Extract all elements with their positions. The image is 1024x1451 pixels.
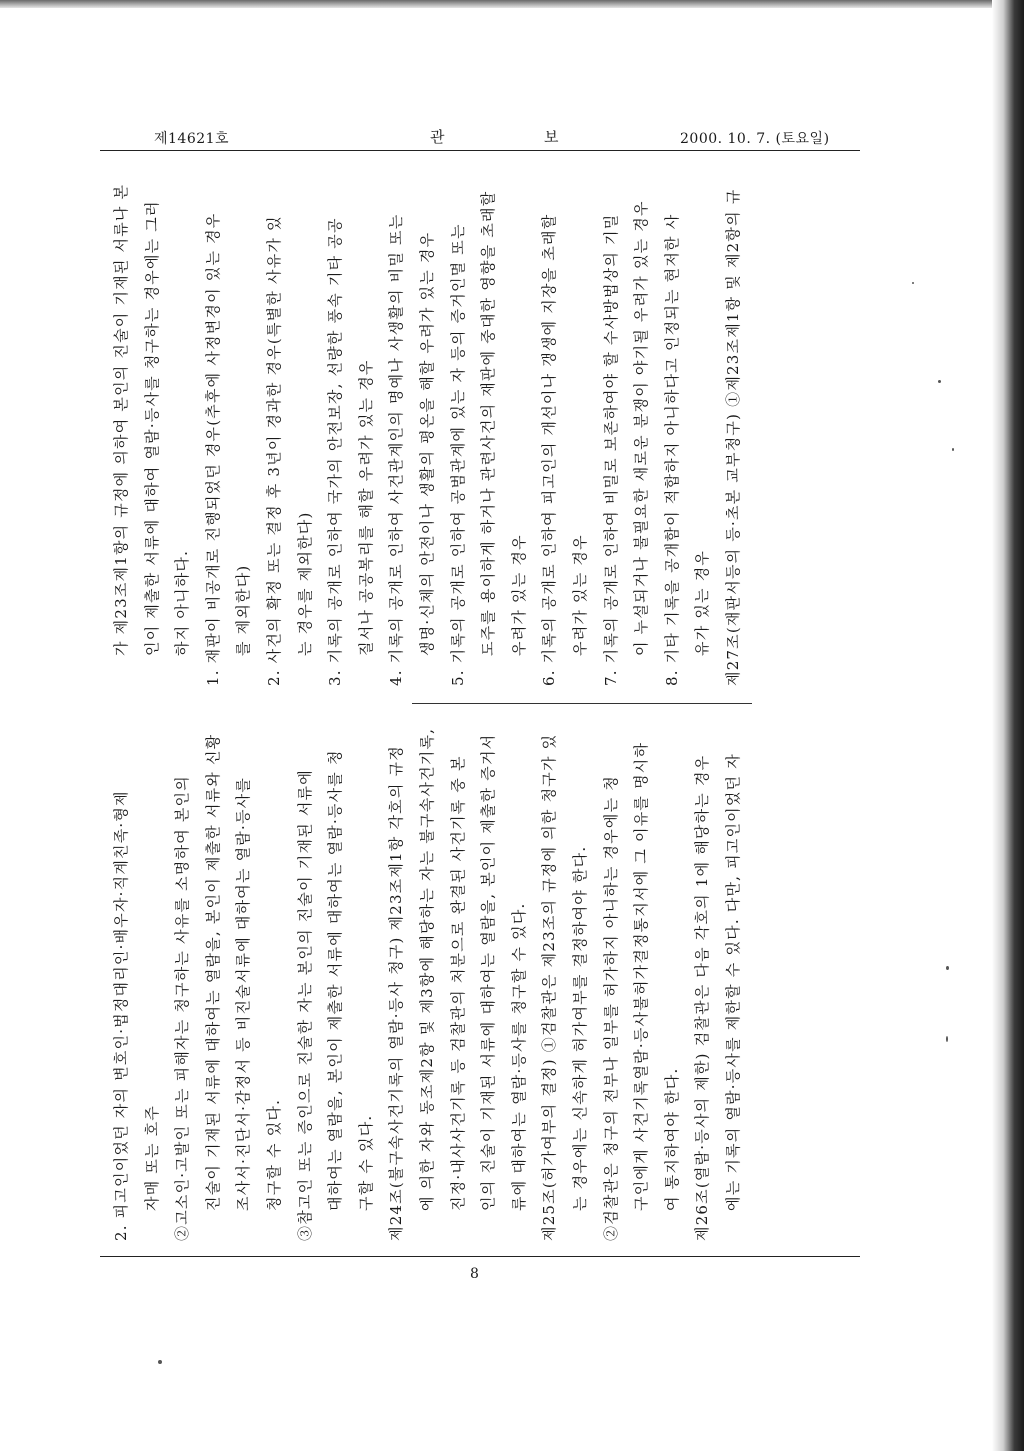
text-line: 류에 대하여는 열람·등사를 청구할 수 있다. [509, 902, 528, 1211]
scan-speck [158, 1360, 162, 1364]
text-line: 제26조(열람·등사의 제한) 검찰관은 다음 각호의 1에 해당하는 경우 [693, 754, 712, 1241]
issue-date: 2000. 10. 7. (토요일) [680, 131, 830, 147]
text-line: 질서나 공공복리를 해할 우려가 있는 경우 [356, 359, 375, 656]
gazette-title-part1: 관 [430, 128, 445, 146]
text-line: ②검찰관은 청구의 전부나 일부를 허가하지 아니하는 경우에는 청 [601, 775, 620, 1241]
scan-edge-top [0, 0, 1024, 8]
text-line: 진정·내사사건기록 등 검찰관의 처분으로 완결된 사건기록 중 본 [448, 755, 467, 1211]
text-line: ③참고인 또는 증인으로 진술한 자는 본인의 진술이 기재된 서류에 [295, 769, 314, 1241]
text-line: 유가 있는 경우 [693, 549, 712, 656]
text-line: 자매 또는 호주 [142, 1104, 161, 1211]
text-line: 5. 기록의 공개로 인하여 공범관계에 있는 자 등의 증거인멸 또는 [448, 223, 467, 686]
scan-speck [912, 282, 914, 284]
issue-number: 제14621호 [154, 131, 230, 147]
text-line: 2. 사건의 확정 또는 결정 후 3년이 경과한 경우(특별한 사유가 있 [264, 215, 283, 686]
text-line: 우려가 있는 경우 [570, 534, 589, 656]
text-line: 2. 피고인이었던 자의 변호인·법정대리인·배우자·직계친족·형제 [112, 790, 130, 1241]
scan-speck [952, 448, 954, 451]
text-line: 대하여는 열람을, 본인이 제출한 서류에 대하여는 열람·등사를 청 [326, 749, 345, 1211]
right-column [100, 150, 860, 700]
left-column [100, 705, 860, 1255]
rotated-body [100, 150, 860, 1255]
text-line: 는 경우에는 신속하게 허가여부를 결정하여야 한다. [570, 845, 589, 1211]
rotated-body-inner [100, 150, 860, 1255]
text-line: 에는 기록의 열람·등사를 제한할 수 있다. 다만, 피고인이었던 자 [723, 753, 742, 1211]
text-line: 제27조(재판서등의 등·초본 교부청구) ①제23조제1항 및 제2항의 규 [723, 188, 742, 686]
text-line: 청구할 수 있다. [264, 1098, 283, 1211]
text-line: 는 경우를 제외한다) [295, 511, 314, 656]
scan-speck [938, 380, 941, 383]
text-line: 8. 기타 기록을 공개함이 적합하지 아니하다고 인정되는 현저한 사 [662, 213, 681, 686]
text-line: 3. 기록의 공개로 인하여 국가의 안전보장, 선량한 풍속 기타 공공 [326, 217, 345, 686]
text-line: 인이 제출한 서류에 대하여 열람·등사를 청구하는 경우에는 그러 [142, 200, 161, 656]
text-line: 조사서·진단서·감정서 등 비진술서류에 대하여는 열람·등사를 [234, 776, 253, 1211]
text-line: 가 제23조제1항의 규정에 의하여 본인의 진술이 기재된 서류나 본 [112, 183, 130, 656]
text-line: 생명·신체의 안전이나 생활의 평온을 해할 우려가 있는 경우 [417, 231, 436, 656]
text-line: 7. 기록의 공개로 인하여 비밀로 보존하여야 할 수사방법상의 기밀 [601, 213, 620, 686]
text-line: 구할 수 있다. [356, 1114, 375, 1211]
text-line: 진술이 기재된 서류에 대하여는 열람을, 본인이 제출한 서류와 신황 [203, 733, 222, 1211]
text-line: 6. 기록의 공개로 인하여 피고인의 개선이나 갱생에 지장을 초래할 [540, 213, 559, 686]
text-line: 제25조(허가여부의 결정) ①검찰관은 제23조의 규정에 의한 청구가 있 [540, 733, 559, 1241]
text-line: ②고소인·고발인 또는 피해자는 청구하는 사유를 소명하여 본인의 [173, 775, 192, 1241]
page-header [100, 126, 860, 150]
text-line: 에 의한 자와 동조제2항 및 제3항에 해당하는 자는 불구속사건기록, [417, 727, 436, 1211]
gazette-title-part2: 보 [544, 128, 559, 146]
text-line: 를 제외한다) [234, 564, 253, 656]
scan-edge-right [992, 0, 1024, 1451]
text-line: 1. 재판이 비공개로 진행되었던 경우(추후에 사정변경이 있는 경우 [203, 212, 222, 686]
text-line: 이 누설되거나 불필요한 새로운 분쟁이 야기될 우려가 있는 경우 [632, 200, 651, 656]
scan-speck [946, 966, 949, 970]
text-line: 우려가 있는 경우 [509, 534, 528, 656]
text-line: 4. 기록의 공개로 인하여 사건관계인의 명예나 사생활의 비밀 또는 [387, 213, 406, 686]
page-number: 8 [470, 1266, 479, 1282]
scan-speck [946, 1036, 948, 1042]
text-line: 여 통지하여야 한다. [662, 1067, 681, 1211]
text-line: 구인에게 사건기록열람·등사불허가결정통지서에 그 이유를 명시하 [632, 741, 651, 1211]
text-line: 하지 아니하다. [173, 549, 192, 656]
text-line: 제24조(불구속사건기록의 열람·등사 청구) 제23조제1항 각호의 규정 [387, 745, 406, 1241]
text-line: 도주를 용이하게 하거나 관련사건의 재판에 중대한 영향을 초래할 [479, 190, 498, 656]
text-line: 인의 진술이 기재된 서류에 대하여는 열람을, 본인이 제출한 증거서 [479, 733, 498, 1211]
